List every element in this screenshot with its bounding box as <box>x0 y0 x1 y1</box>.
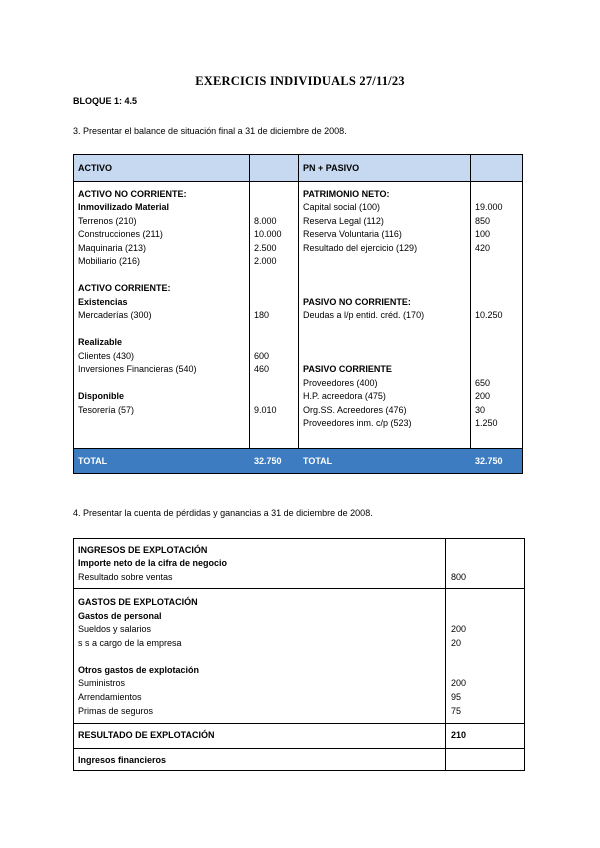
activo-no-corriente-heading: ACTIVO NO CORRIENTE: <box>78 189 187 199</box>
existencias-heading: Existencias <box>78 297 128 307</box>
construcciones-value: 10.000 <box>254 229 282 239</box>
terrenos-label: Terrenos (210) <box>78 216 137 226</box>
reserva-voluntaria-label: Reserva Voluntaria (116) <box>303 229 402 239</box>
maquinaria-label: Maquinaria (213) <box>78 243 147 253</box>
column-divider <box>249 155 250 473</box>
suministros-label: Suministros <box>78 678 126 688</box>
capital-label: Capital social (100) <box>303 202 381 212</box>
resultado-ejercicio-value: 420 <box>475 243 491 253</box>
tesoreria-value: 9.010 <box>254 405 277 415</box>
total-activo-label: TOTAL <box>78 456 108 466</box>
inversiones-label: Inversiones Financieras (540) <box>78 364 197 374</box>
bloque-heading: BLOQUE 1: 4.5 <box>73 96 138 106</box>
reserva-legal-value: 850 <box>475 216 491 226</box>
exercise-3-prompt: 3. Presentar el balance de situación final a 31 de diciembre de 2008. <box>73 126 347 136</box>
gastos-personal-heading: Gastos de personal <box>78 611 162 621</box>
proveedores-label: Proveedores (400) <box>303 378 378 388</box>
document-title: EXERCICIS INDIVIDUALS 27/11/23 <box>195 74 405 88</box>
mercaderias-value: 180 <box>254 310 270 320</box>
pyg-table <box>73 538 525 771</box>
proveedores-value: 650 <box>475 378 491 388</box>
column-divider <box>470 155 471 473</box>
clientes-value: 600 <box>254 351 270 361</box>
hp-acreedora-label: H.P. acreedora (475) <box>303 391 386 401</box>
resultado-explotacion-value: 210 <box>451 730 467 740</box>
reserva-legal-label: Reserva Legal (112) <box>303 216 384 226</box>
sueldos-label: Sueldos y salarios <box>78 624 152 634</box>
primas-seguros-value: 75 <box>451 706 462 716</box>
proveedores-inm-value: 1.250 <box>475 418 498 428</box>
column-divider <box>298 155 299 473</box>
primas-seguros-label: Primas de seguros <box>78 706 154 716</box>
activo-corriente-heading: ACTIVO CORRIENTE: <box>78 283 171 293</box>
activo-header: ACTIVO <box>78 163 113 173</box>
resultado-ejercicio-label: Resultado del ejercicio (129) <box>303 243 418 253</box>
orgss-value: 30 <box>475 405 486 415</box>
inmovilizado-heading: Inmovilizado Material <box>78 202 170 212</box>
terrenos-value: 8.000 <box>254 216 277 226</box>
inversiones-value: 460 <box>254 364 270 374</box>
exercise-4-prompt: 4. Presentar la cuenta de pérdidas y ganancias a 31 de diciembre de 2008. <box>73 508 373 518</box>
disponible-heading: Disponible <box>78 391 125 401</box>
pasivo-no-corriente-heading: PASIVO NO CORRIENTE: <box>303 297 411 307</box>
maquinaria-value: 2.500 <box>254 243 277 253</box>
proveedores-inm-label: Proveedores inm. c/p (523) <box>303 418 412 428</box>
tesoreria-label: Tesorería (57) <box>78 405 135 415</box>
row-divider <box>74 588 524 589</box>
mobiliario-label: Mobiliario (216) <box>78 256 141 266</box>
deudas-lp-value: 10.250 <box>475 310 503 320</box>
resultado-ventas-value: 800 <box>451 572 467 582</box>
orgss-label: Org.SS. Acreedores (476) <box>303 405 407 415</box>
pasivo-header: PN + PASIVO <box>303 163 360 173</box>
construcciones-label: Construcciones (211) <box>78 229 163 239</box>
deudas-lp-label: Deudas a l/p entid. créd. (170) <box>303 310 425 320</box>
row-divider <box>74 748 524 749</box>
column-divider <box>445 539 446 770</box>
arrendamientos-value: 95 <box>451 692 462 702</box>
suministros-value: 200 <box>451 678 467 688</box>
resultado-ventas-label: Resultado sobre ventas <box>78 572 173 582</box>
patrimonio-neto-heading: PATRIMONIO NETO: <box>303 189 390 199</box>
clientes-label: Clientes (430) <box>78 351 135 361</box>
realizable-heading: Realizable <box>78 337 123 347</box>
total-activo-value: 32.750 <box>254 456 282 466</box>
sueldos-value: 200 <box>451 624 467 634</box>
importe-neto-heading: Importe neto de la cifra de negocio <box>78 558 228 568</box>
reserva-voluntaria-value: 100 <box>475 229 491 239</box>
total-pasivo-value: 32.750 <box>475 456 503 466</box>
mercaderias-label: Mercaderías (300) <box>78 310 152 320</box>
pasivo-corriente-heading: PASIVO CORRIENTE <box>303 364 392 374</box>
arrendamientos-label: Arrendamientos <box>78 692 142 702</box>
total-pasivo-label: TOTAL <box>303 456 333 466</box>
ingresos-explotacion-heading: INGRESOS DE EXPLOTACIÓN <box>78 545 208 555</box>
ingresos-financieros-label: Ingresos financieros <box>78 755 167 765</box>
ss-empresa-value: 20 <box>451 638 462 648</box>
hp-acreedora-value: 200 <box>475 391 491 401</box>
otros-gastos-heading: Otros gastos de explotación <box>78 665 200 675</box>
mobiliario-value: 2.000 <box>254 256 277 266</box>
row-divider <box>74 723 524 724</box>
gastos-explotacion-heading: GASTOS DE EXPLOTACIÓN <box>78 597 198 607</box>
capital-value: 19.000 <box>475 202 503 212</box>
ss-empresa-label: s s a cargo de la empresa <box>78 638 182 648</box>
resultado-explotacion-label: RESULTADO DE EXPLOTACIÓN <box>78 730 215 740</box>
balance-table <box>73 154 523 474</box>
balance-total-row <box>74 448 522 473</box>
